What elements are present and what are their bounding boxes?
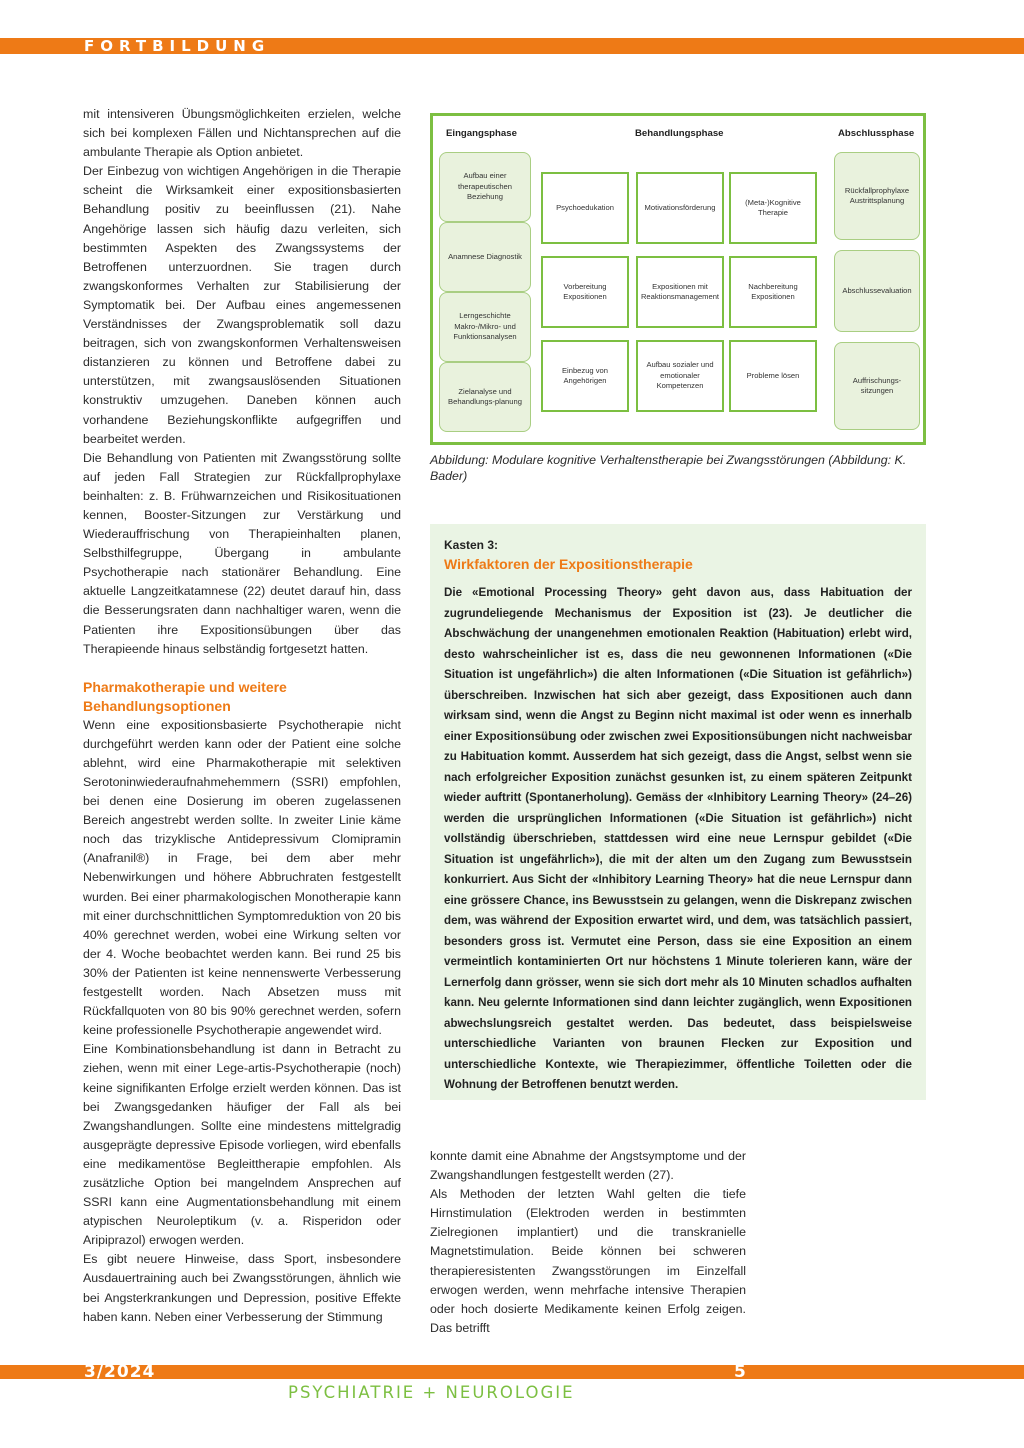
journal-name: PSYCHIATRIE + NEUROLOGIE: [288, 1383, 575, 1402]
paragraph: Der Einbezug von wichtigen Angehörigen in die Therapie scheint die Wirksamkeit einer expositionsbasierten Behandlung positiv zu beeinflussen (21). Nahe Angehörige lassen sich häufig dazu verleiten, sich bestimmten Aspekten des Zwangssystems der Betroffenen unterzuordnen. Sie tragen durch zwangskonformes Verhalten zur Stabilisierung der Symptomatik bei. Der Aufbau eines angemessenen Verständnisses der Zwangsproblematik soll dazu beitragen, sich von zwangskonformen Verhaltensweisen distanzieren zu können und Betroffene dabei zu unterstützen, mit zwangsauslösenden Situationen konstruktiv umzugehen. Daneben können auch vorhandene Beziehungskonflikte aufgegriffen und bearbeitet werden.: [83, 164, 401, 446]
phase-label-end: Abschlussphase: [838, 128, 915, 139]
module-box: Anamnese Diagnostik: [439, 222, 531, 292]
paragraph: Als Methoden der letzten Wahl gelten die tiefe Hirnstimulation (Elektroden werden in bestimmten Zielregionen implantiert) und die transkranielle Magnetstimulation. Beide können bei schweren therapieresistenten Zwangsstörungen im Einzelfall erwogen werden, wenn mehrfache intensive Therapien oder hoch dosierte Medikamente keinen Erfolg zeigen. Das betrifft: [430, 1187, 746, 1335]
left-column: [83, 105, 401, 1327]
info-box-title: Wirkfaktoren der Expositionstherapie: [444, 556, 693, 572]
module-box: Lerngeschichte Makro-/Mikro- und Funktionsanalysen: [439, 292, 531, 362]
section-title: FORTBILDUNG: [84, 37, 271, 55]
module-box: Motivationsförderung: [636, 172, 724, 244]
paragraph: mit intensiveren Übungsmöglichkeiten erzielen, welche sich bei komplexen Fällen und Nichtansprechen auf die ambulante Therapie als Option anbietet.: [83, 107, 401, 160]
module-box: Aufbau sozialer und emotionaler Kompetenzen: [636, 340, 724, 412]
module-box: Einbezug von Angehörigen: [541, 340, 629, 412]
paragraph: Wenn eine expositionsbasierte Psychotherapie nicht durchgeführt werden kann oder der Patient eine solche ablehnt, wird eine Pharmakotherapie mit selektiven Serotoninwiederaufnahmehemmern (SSRI) empfohlen, bei denen eine Dosierung im oberen zugelassenen Bereich angestrebt werden sollte. In zweiter Linie käme noch das trizyklische Antidepressivum Clomipramin (Anafranil®) in Frage, bei dem aber mehr Nebenwirkungen und höhere Abbruchraten festgestellt wurden. Bei einer pharmakologischen Monotherapie kann mit einer durchschnittlichen Symptomreduktion von 20 bis 40% gerechnet werden, wobei eine Wirkung selten vor der 4. Woche beobachtet werden kann. Bei rund 25 bis 30% der Patienten ist keine nennenswerte Verbesserung festgestellt worden. Nach Absetzen muss mit Rückfallquoten von 80 bis 90% gerechnet werden, sofern keine professionelle Psychotherapie angewendet wird.: [83, 717, 401, 1038]
info-box: [430, 524, 926, 1100]
paragraph: konnte damit eine Abnahme der Angstsymptome und der Zwangshandlungen festgestellt werden (27).: [430, 1149, 746, 1183]
module-box: Expositionen mit Reaktionsmanagement: [636, 256, 724, 328]
module-box: (Meta-)Kognitive Therapie: [729, 172, 817, 244]
module-box: Auffrischungs-sitzungen: [834, 342, 920, 430]
module-box: Rückfallprophylaxe Austrittsplanung: [834, 152, 920, 240]
phase-label-treatment: Behandlungsphase: [635, 128, 724, 139]
page-number: 5: [734, 1362, 746, 1382]
info-box-text: Die «Emotional Processing Theory» geht davon aus, dass Habituation der zugrundeliegende Mechanismus der Exposition ist (23). Je deutlicher die Abschwächung der unangenehmen emotionalen Reaktion (Habituation) erlebt wird, desto wahrscheinlicher ist es, dass die neu gewonnenen Informationen («Die Situation ist ungefährlich») die alten Informationen («Die Situation ist gefährlich») überschreiben. Inzwischen hat sich aber gezeigt, dass Expositionen auch dann wirksam sind, wenn die Angst zu Beginn nicht maximal ist oder wenn es innerhalb einer Expositionsübung oder zwischen zwei Expositionsübungen nicht nachweisbar zu Habituation kommt. Ausserdem hat sich gezeigt, dass die Angst, selbst wenn sie nach erfolgreicher Exposition zunächst gesunken ist, zu einem späteren Zeitpunkt wieder auftritt (Spontanerholung). Gemäss der «Inhibitory Learning Theory» (24–26) werden die ursprünglichen Informationen («Die Situation ist gefährlich») nicht vollständig überschrieben, stattdessen wird eine neue Lernspur gebildet («Die Situation ist ungefährlich»), die mit der alten um den Zugang zum Bewusstsein konkurriert. Aus Sicht der «Inhibitory Learning Theory» hat die neue Lernspur dann eine grössere Chance, ins Bewusstsein zu gelangen, wenn die Diskrepanz zwischen dem, was während der Exposition erwartet wird, und dem, was tatsächlich passiert, besonders gross ist. Vermutet eine Person, dass sie eine Exposition an einem vermeintlich kontaminierten Ort nur höchstens 1 Minute tolerieren kann, wäre der Lernerfolg dann grösser, wenn sie sich dort mehr als 10 Minuten schadlos aufhalten kann. Neu gelernte Informationen sind dann leichter zugänglich, wenn Expositionen abwechslungsreich gestaltet werden. Das bedeutet, dass beispielsweise unterschiedliche Varianten von braunen Flecken zur Exposition und unterschiedliche Kontexte, wie Therapiezimmer, öffentliche Toiletten oder die Wohnung der Betroffenen benutzt werden.: [444, 586, 912, 1091]
issue-number: 3/2024: [84, 1362, 156, 1382]
module-box: Probleme lösen: [729, 340, 817, 412]
module-box: Abschlussevaluation: [834, 250, 920, 332]
module-box: Vorbereitung Expositionen: [541, 256, 629, 328]
paragraph: Es gibt neuere Hinweise, dass Sport, insbesondere Ausdauertraining auch bei Zwangsstörungen, ähnlich wie bei Angsterkrankungen und Depression, positive Effekte haben kann. Neben einer Verbesserung der Stimmung: [83, 1252, 401, 1324]
info-box-label: Kasten 3:: [444, 538, 499, 552]
section-heading: Pharmakotherapie und weitere Behandlungsoptionen: [83, 678, 287, 714]
module-box: Psychoedukation: [541, 172, 629, 244]
module-box: Nachbereitung Expositionen: [729, 256, 817, 328]
therapy-diagram: [430, 113, 926, 445]
module-box: Zielanalyse und Behandlungs-planung: [439, 362, 531, 432]
module-box: Aufbau einer therapeutischen Beziehung: [439, 152, 531, 222]
paragraph: Die Behandlung von Patienten mit Zwangsstörung sollte auf jeden Fall Strategien zur Rückfallprophylaxe beinhalten: z. B. Frühwarnzeichen und Risikosituationen kennen, Booster-Sitzungen zur Verstärkung und Wiederauffrischung von Therapieinhalten planen, Selbsthilfegruppe, Übergang in ambulante Psychotherapie nach stationärer Behandlung. Eine aktuelle Langzeitkatamnese (22) deutet darauf hin, dass die Besserungsraten dann nachhaltiger waren, wenn die Patienten ihre Expositionsübungen über das Therapieende hinaus selbständig fortgesetzt hatten.: [83, 450, 401, 656]
figure-caption: Abbildung: Modulare kognitive Verhaltenstherapie bei Zwangsstörungen (Abbildung: K. Bader): [430, 453, 907, 483]
right-column: [430, 1147, 746, 1338]
paragraph: Eine Kombinationsbehandlung ist dann in Betracht zu ziehen, wenn mit einer Lege-artis-Psychotherapie (noch) keine signifikanten Erfolge erzielt werden können. Das ist bei Zwangsgedanken häufiger der Fall als bei Zwangshandlungen. Sollte eine mindestens mittelgradig ausgeprägte depressive Episode vorliegen, wird ebenfalls eine medikamentöse Begleittherapie empfohlen. Als zusätzliche Option bei mangelndem Ansprechen auf SSRI kann eine Augmentationsbehandlung mit einem atypischen Neuroleptikum (v. a. Risperidon oder Aripiprazol) erwogen werden.: [83, 1042, 401, 1248]
phase-label-start: Eingangsphase: [446, 128, 517, 139]
